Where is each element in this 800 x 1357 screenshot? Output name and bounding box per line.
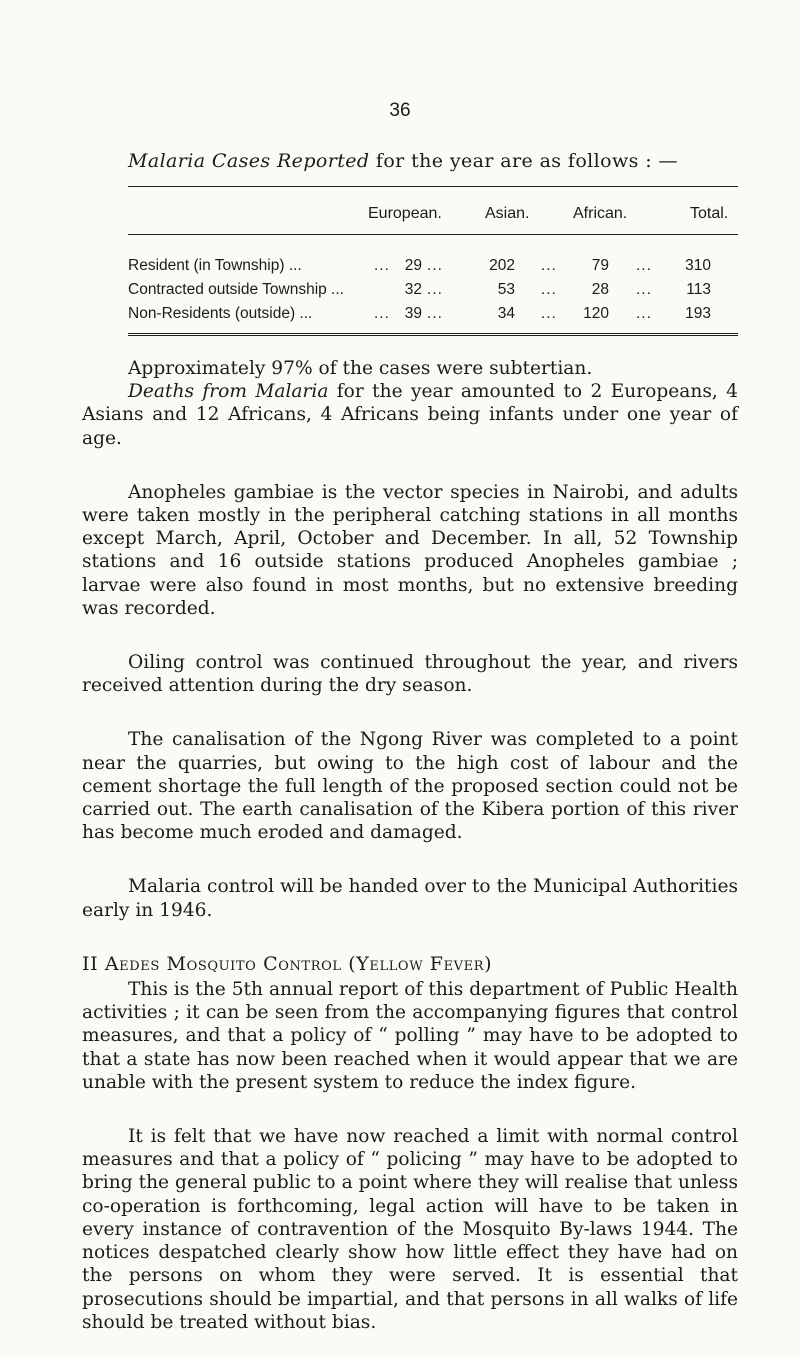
column-header-african: African. [573,205,628,222]
cell-european: 39 [404,305,422,322]
table-row [128,305,738,327]
cell-african: 79 [591,257,609,274]
column-header-european: European. [368,205,442,222]
section-heading [82,953,738,976]
leader-dots: ... [427,305,443,322]
paragraph-canalisation: The canalisation of the Ngong River was completed to a point near the quarries, but owing to the high cost of labour and the cement shortage the full length of the proposed section could not be carried out. The earth canalisation of the Kibera portion of this river has become much eroded and damaged. [82,729,738,844]
cell-total: 193 [685,305,711,322]
section-title: Aedes Mosquito Control (Yellow Fever) [104,952,493,975]
cell-african: 28 [591,281,609,298]
deaths-italic: Deaths from Malaria [128,381,329,403]
page-number: 36 [389,100,411,121]
table-bottom-rule [128,333,738,336]
paragraph-policing: It is felt that we have now reached a limit with normal control measures and that a policy of “ policing ” may have to be adopted to bring the general public to a point where they will realise that unless co-operation is forthcoming, legal action will have to be taken in every instance of contravention of the Mosquito By-laws 1944. The notices despatched clearly show how little effect they have had on the persons on whom they were served. It is essential that prosecutions should be impartial, and that persons in all walks of life should be treated without bias. [82,1126,738,1333]
paragraph-deaths [82,380,738,450]
cell-african: 120 [583,305,609,322]
leader-dots: ... [636,281,652,298]
heading-rest: for the year are as follows : — [369,150,678,172]
leader-dots: ... [541,257,557,274]
column-header-total: Total. [690,205,729,222]
leader-dots: ... [636,305,652,322]
row-label: Contracted outside Township ... [128,281,344,298]
row-label: Non-Residents (outside) ... [128,305,313,322]
leader-dots: ... [541,305,557,322]
paragraph-anopheles: Anopheles gambiae is the vector species in Nairobi, and adults were taken mostly in the peripheral catching stations in all months except March, April, October and December. In all, 52 Township stations and 16 outside stations produced Anopheles gambiae ; larvae were also found in most months, but no extensive breeding was recorded. [82,481,738,619]
paragraph-oiling: Oiling control was continued throughout the year, and rivers received attention during the dry season. [82,652,738,697]
table-row [128,281,738,303]
row-leader: ... [374,305,390,322]
cell-total: 113 [686,281,711,298]
leader-dots: ... [541,281,557,298]
table-header-rule [128,234,738,235]
column-header-asian: Asian. [485,205,530,222]
table-row [128,257,738,279]
cell-european: 29 [404,257,422,274]
row-leader: ... [374,257,390,274]
leader-dots: ... [427,281,443,298]
table-heading [128,150,678,172]
cell-asian: 53 [497,281,515,298]
row-label: Resident (in Township) ... [128,257,302,274]
body-text [82,357,738,1357]
cell-asian: 34 [497,305,515,322]
deaths-rest: for the year amounted to 2 Europeans, 4 Asians and 12 Africans, 4 Africans being infants under one year of age. [82,381,738,449]
leader-dots: ... [636,257,652,274]
leader-dots: ... [427,257,443,274]
cell-european: 32 [404,281,422,298]
cell-asian: 202 [489,257,515,274]
paragraph-handover: Malaria control will be handed over to the Municipal Authorities early in 1946. [82,876,738,921]
table-top-rule [128,186,738,187]
cell-total: 310 [685,257,711,274]
heading-italic: Malaria Cases Reported [128,150,370,172]
section-number: II [82,952,99,975]
paragraph-annual-report: This is the 5th annual report of this department of Public Health activities ; it can be seen from the accompanying figures that control measures, and that a policy of “ polling ” may have to be adopted to that a state has now been reached when it would appear that we are unable with the present system to reduce the index figure. [82,979,738,1093]
paragraph-subtertian: Approximately 97% of the cases were subtertian. [128,358,593,379]
